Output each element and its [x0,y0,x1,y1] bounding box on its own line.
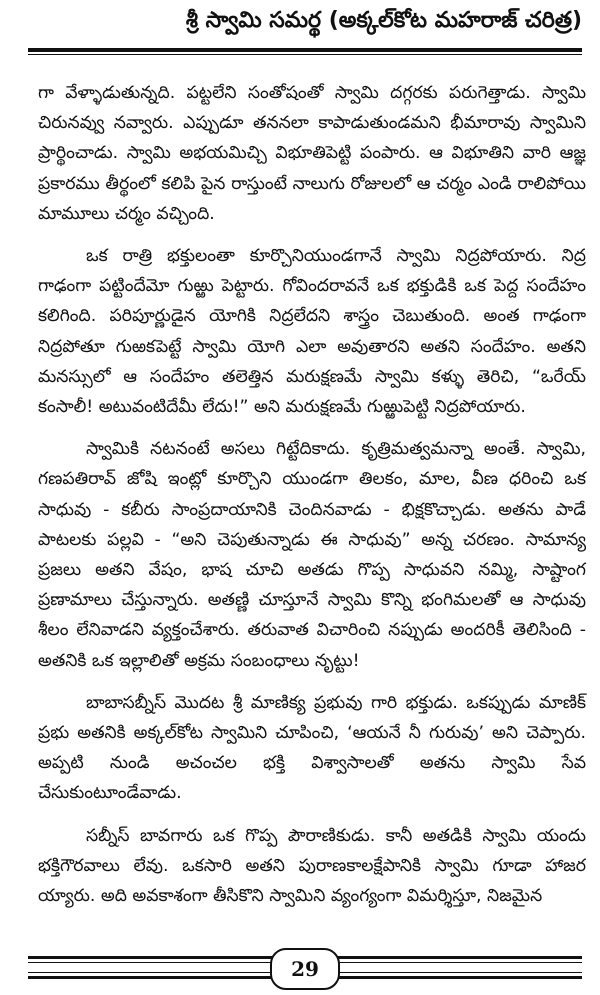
text-line: గాఢంగా పట్టిందేమో గుఱ్ఱు పెట్టారు. గోవిందరావనే ఒక భక్తుడికి ఒక పెద్ద [38,276,519,297]
paragraph-2 [38,241,586,422]
running-header-title: శ్రీ స్వామి సమర్థ (అక్కల్‌కోట మహరాజ్ చరిత్ర) [185,8,582,33]
text-line: ప్రజలు అతని వేషం, భాష చూచి అతడు గొప్ప సాధువని నమ్మి, సాష్టాంగ [38,560,586,581]
text-line: బాబాసబ్నీస్ మొదట శ్రీ మాణిక్య ప్రభువు గారి భక్తుడు. ఒకప్పుడు [86,692,531,713]
paragraph-3 [38,434,586,676]
text-line: కంసాలీ! అటువంటిదేమీ లేదు!” అని మరుక్షణమే గుఱ్ఱుపెట్టి నిద్రపోయారు. [38,397,526,418]
text-line: ప్రార్థించాడు. స్వామి అభయమిచ్చి విభూతిపెట్టి పంపారు. ఆ విభూతిని వారి [38,143,551,164]
header-rule-thick [28,48,582,52]
text-line: శీలం లేనివాడని వ్యక్తంచేశారు. తరువాత విచారించి నప్పుడు అందరికీ తెలిసింది [38,620,572,641]
text-line: గణపతిరావ్ జోషి ఇంట్లో కూర్చొని యుండగా తిలకం, మాల, వీణ ధరించి ఒక [38,469,586,490]
text-line: సాధువు - కబీరు సాంప్రదాయానికి చెందినవాడు - భిక్షకొచ్చాడు. అతను పాడే [38,499,586,520]
text-line: స్వామికి నటనంటే అసలు గిట్టేదికాదు. కృత్రిమత్వమన్నా అంతే. స్వామి, [86,439,586,460]
text-line: - అతనికి ఒక ఇల్లాలితో అక్రమ సంబంధాలు నృట్టు! [38,620,587,671]
text-line: ఆజ్ఞ ప్రకారము తీర్థంలో కలిపి పైన రాస్తుంటే నాలుగు రోజులలో ఆ చర్మం [38,143,586,194]
text-line: సబ్నీస్ బావగారు ఒక గొప్ప పౌరాణికుడు. కానీ అతడికి స్వామి యందు [86,825,586,846]
text-line: ప్రణామాలు చేస్తున్నారు. అతణ్ణి చూస్తూనే స్వామి కొన్ని భంగిమలతో ఆ సాధువు [38,590,586,611]
text-line: అతని మనస్సులో ఆ సందేహం తలెత్తిన మరుక్షణమే స్వామి కళ్ళు తెరిచి, “ఒరేయ్ [38,336,587,387]
text-line: ఎండి రాలిపోయి మామూలు చర్మం వచ్చింది. [38,173,587,224]
text-line: మాణిక్ ప్రభు అతనికి అక్కల్‌కోట స్వామిని చూపించి, ‘ఆయనే నీ గురువు’ [38,692,587,744]
text-line: పాటలకు పల్లవి - “అని చెపుతున్నాడు ఈ సాధువు” అన్న చరణం. సామాన్య [38,529,586,550]
page-number: 29 [291,957,319,981]
page-footer [28,948,582,988]
paragraph-1 [38,78,586,229]
text-line: చేసుకుంటూండేవాడు. [38,783,182,804]
body-text [38,78,586,923]
text-line: సందేహం కలిగింది. పరిపూర్ణుడైన యోగికి నిద్రలేదని శాస్త్రం చెబుతుంది. అంత [38,276,586,327]
text-line: య్యారు. అది అవకాశంగా తీసికొని స్వామిని వ్యంగ్యంగా విమర్శిస్తూ, నిజమైన [38,886,543,907]
paragraph-5 [38,821,586,912]
text-line: గాఢంగా నిద్రపోతూ గుఱకపెట్టే స్వామి యోగి ఎలా అవుతారని అతని సందేహం. [38,306,586,357]
page-number-badge [270,948,340,990]
text-line: భక్తిగౌరవాలు లేవు. ఒకసారి అతని పురాణకాలక్షేపానికి స్వామి గూడా హాజర [38,855,586,876]
text-line: అని చెప్పారు. అప్పటి నుండి అచంచల భక్తి విశ్వాసాలతో అతను స్వామి సేవ [38,723,587,774]
text-line: చిరునవ్వు నవ్వారు. ఎప్పుడూ తననలా కాపాడుతుండమని భీమారావు స్వామిని [38,113,586,134]
header-rule-thin [28,54,582,55]
text-line: గా వేళ్ళాడుతున్నది. పట్టలేని సంతోషంతో స్వామి దగ్గరకు పరుగెత్తాడు. స్వామి [38,83,586,103]
paragraph-4 [38,688,586,809]
text-line: ఒక రాత్రి భక్తులంతా కూర్చొనియుండగానే స్వామి నిద్రపోయారు. నిద్ర [86,246,586,267]
